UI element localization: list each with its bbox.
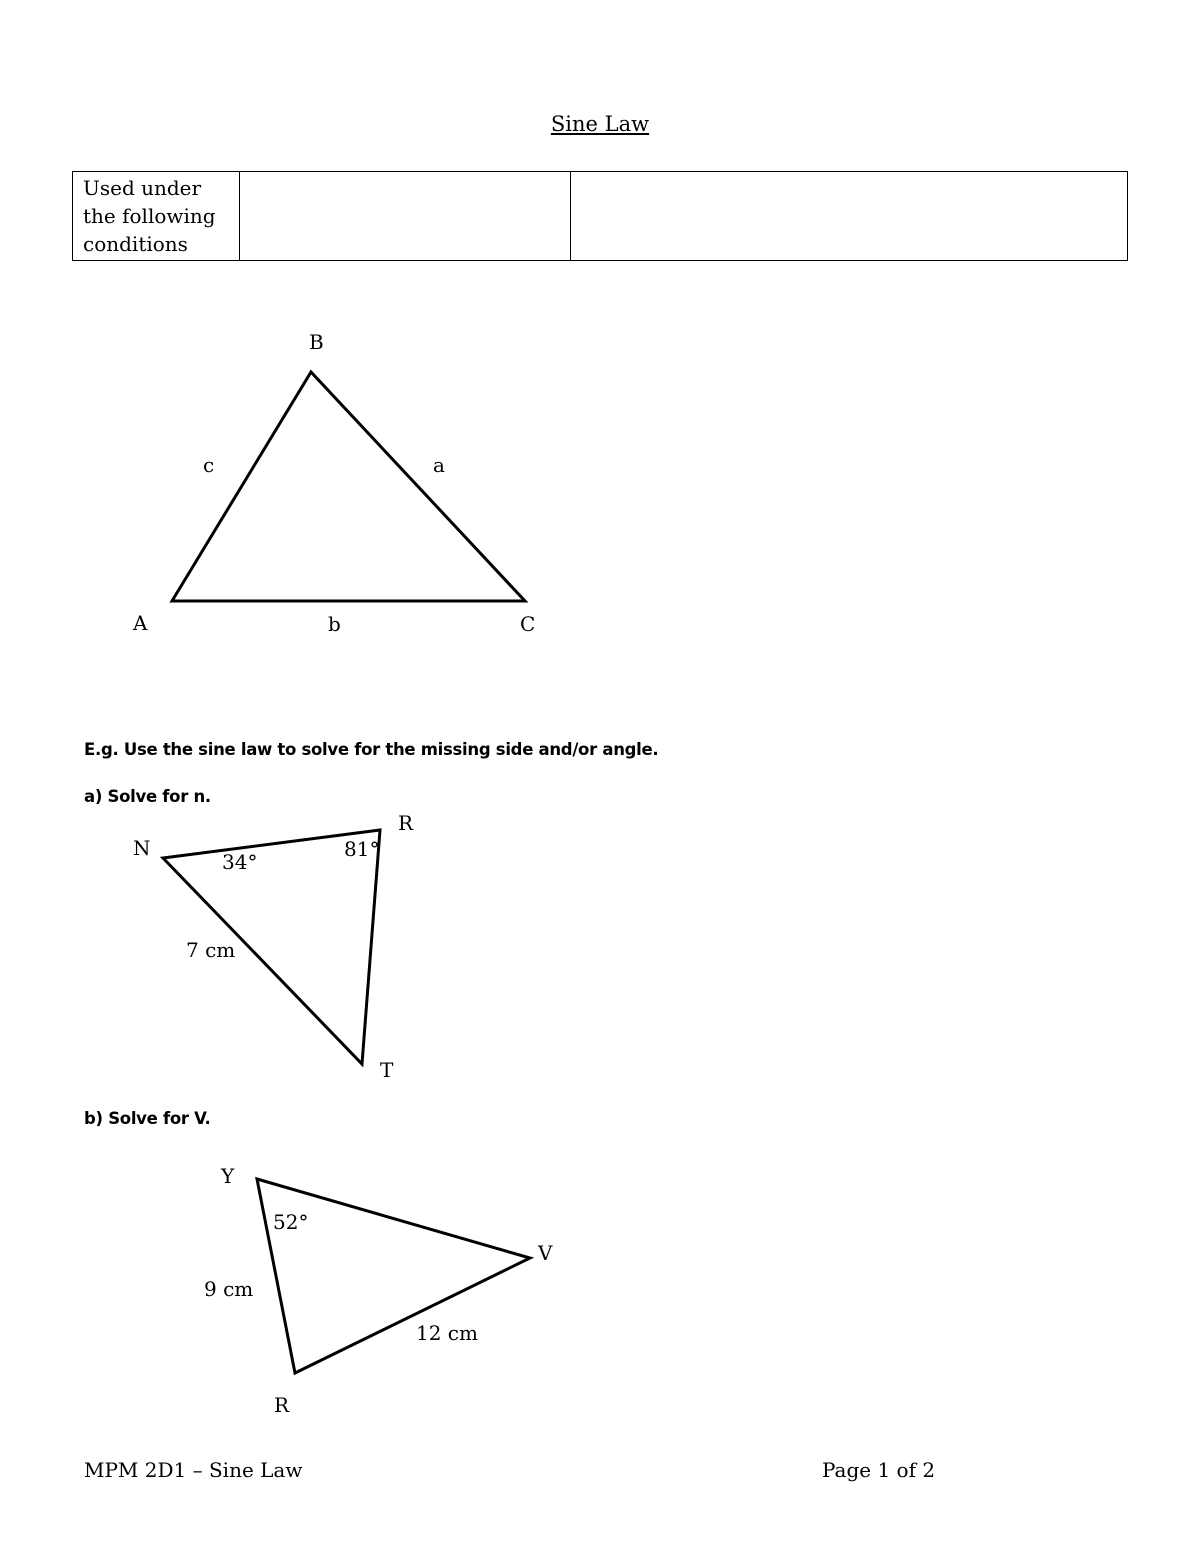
- footer-course: MPM 2D1 – Sine Law: [84, 1458, 303, 1482]
- vertex-c-label: C: [520, 612, 536, 636]
- angle-n-label: 34°: [222, 850, 258, 874]
- angle-r-label: 81°: [344, 837, 380, 861]
- vertex-v-label: V: [538, 1241, 553, 1265]
- vertex-t-label: T: [380, 1058, 394, 1082]
- part-a-prompt: a) Solve for n.: [84, 787, 211, 806]
- vertex-r2-label: R: [274, 1393, 290, 1417]
- vertex-r-label: R: [398, 811, 414, 835]
- part-b-prompt: b) Solve for V.: [84, 1109, 211, 1128]
- footer-page-number: Page 1 of 2: [822, 1458, 936, 1482]
- conditions-label: Used under the following conditions: [73, 172, 240, 261]
- vertex-n-label: N: [133, 836, 151, 860]
- example-intro: E.g. Use the sine law to solve for the missing side and/or angle.: [84, 740, 659, 759]
- page-title: Sine Law: [550, 112, 650, 136]
- triangle-abc: [172, 372, 525, 601]
- side-a-label: a: [433, 453, 445, 477]
- side-yr-label: 9 cm: [204, 1277, 254, 1301]
- side-nt-label: 7 cm: [186, 938, 236, 962]
- side-c-label: c: [203, 453, 215, 477]
- side-rv-label: 12 cm: [416, 1321, 478, 1345]
- vertex-b-label: B: [309, 330, 324, 354]
- side-b-label: b: [328, 612, 341, 636]
- vertex-y-label: Y: [221, 1164, 235, 1188]
- angle-y-label: 52°: [273, 1210, 309, 1234]
- vertex-a-label: A: [133, 611, 148, 635]
- triangle-yvr: [257, 1179, 530, 1373]
